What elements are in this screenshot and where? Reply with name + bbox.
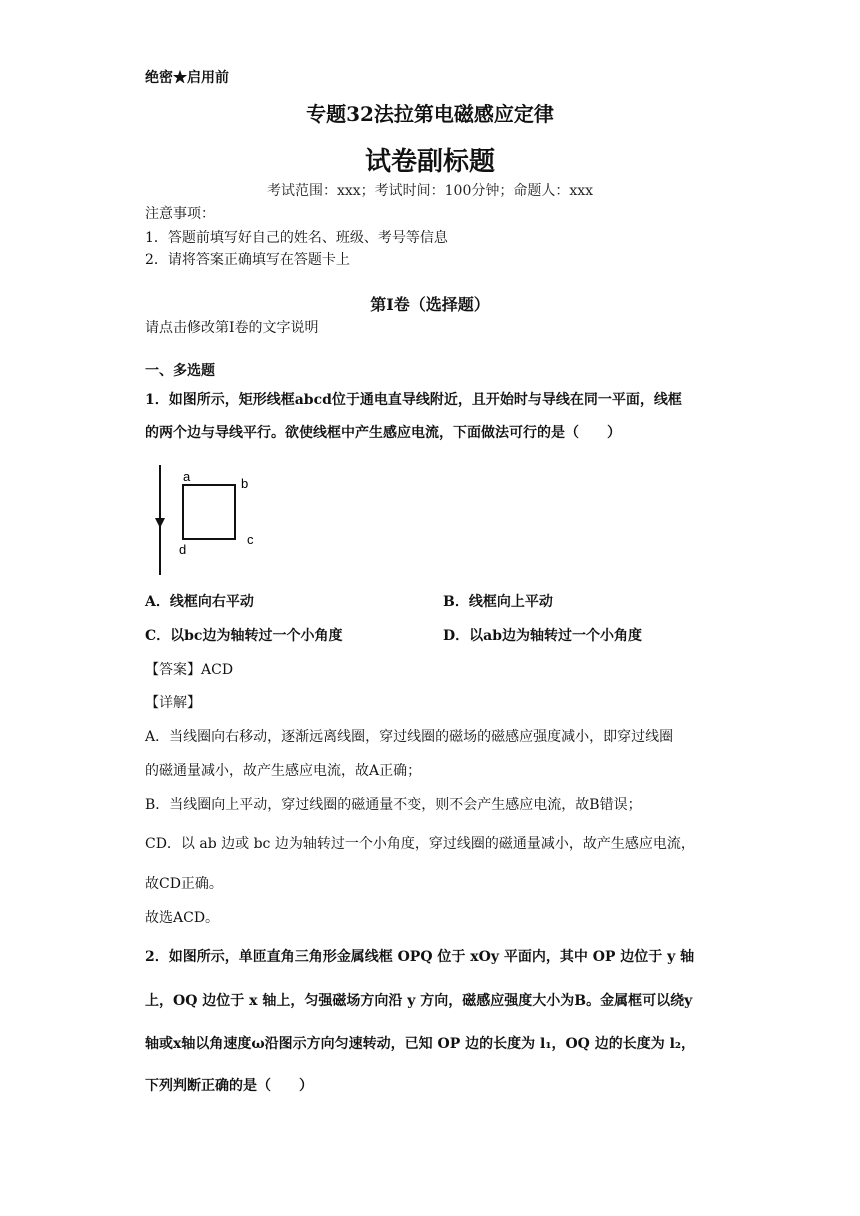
question-1-line-1: 1．如图所示，矩形线框abcd位于通电直导线附近，且开始时与导线在同一平面，线框: [145, 392, 682, 408]
label-d: d: [179, 542, 187, 557]
section-heading: 一、多选题: [145, 363, 215, 379]
option-d: D．以ab边为轴转过一个小角度: [443, 628, 643, 644]
exam-info: 考试范围：xxx；考试时间：100分钟；命题人：xxx: [266, 183, 594, 199]
part1-description: 请点击修改第I卷的文字说明: [145, 320, 319, 336]
question-2-line-3: 轴或x轴以角速度ω沿图示方向匀速转动，已知 OP 边的长度为 l₁，OQ 边的长度为 l₂，: [145, 1036, 696, 1052]
confidential-mark: 绝密★启用前: [145, 70, 229, 86]
option-b: B．线框向上平动: [443, 594, 553, 610]
document-subtitle: 试卷副标题: [364, 147, 495, 177]
detail-heading: 【详解】: [145, 695, 201, 711]
rectangular-loop: [183, 485, 235, 539]
question-1-figure: [145, 460, 275, 580]
option-a: A．线框向右平动: [145, 594, 254, 610]
explanation-line: A．当线圈向右移动，逐渐远离线圈，穿过线圈的磁场的磁感应强度减小，即穿过线圈: [145, 729, 674, 745]
notice-item-2: 2．请将答案正确填写在答题卡上: [145, 252, 350, 268]
question-2-line-2: 上，OQ 边位于 x 轴上，匀强磁场方向沿 y 方向，磁感应强度大小为B。金属框可以绕y: [145, 993, 693, 1009]
answer: 【答案】ACD: [145, 662, 234, 678]
label-b: b: [241, 476, 249, 491]
part1-title: 第I卷（选择题）: [370, 295, 490, 314]
option-c: C．以bc边为轴转过一个小角度: [145, 628, 343, 644]
label-c: c: [247, 532, 254, 547]
explanation-line: CD．以 ab 边或 bc 边为轴转过一个小角度，穿过线圈的磁通量减小，故产生感应电流，: [145, 836, 695, 852]
explanation-line: B．当线圈向上平动，穿过线圈的磁通量不变，则不会产生感应电流，故B错误；: [145, 797, 642, 813]
document-title: 专题32法拉第电磁感应定律: [306, 102, 554, 126]
explanation-line: 的磁通量减小，故产生感应电流，故A正确；: [145, 763, 422, 779]
explanation-line: 故选ACD。: [145, 910, 220, 926]
notice-heading: 注意事项：: [145, 206, 215, 222]
question-2-line-4: 下列判断正确的是（ ）: [145, 1078, 313, 1094]
label-a: a: [183, 469, 191, 484]
current-arrow-icon: [155, 518, 165, 528]
explanation-line: 故CD正确。: [145, 876, 223, 892]
notice-item-1: 1．答题前填写好自己的姓名、班级、考号等信息: [145, 230, 448, 246]
question-1-line-2: 的两个边与导线平行。欲使线框中产生感应电流，下面做法可行的是（ ）: [145, 425, 621, 441]
question-2-line-1: 2．如图所示，单匝直角三角形金属线框 OPQ 位于 xOy 平面内，其中 OP 边位于 y 轴: [145, 949, 695, 965]
